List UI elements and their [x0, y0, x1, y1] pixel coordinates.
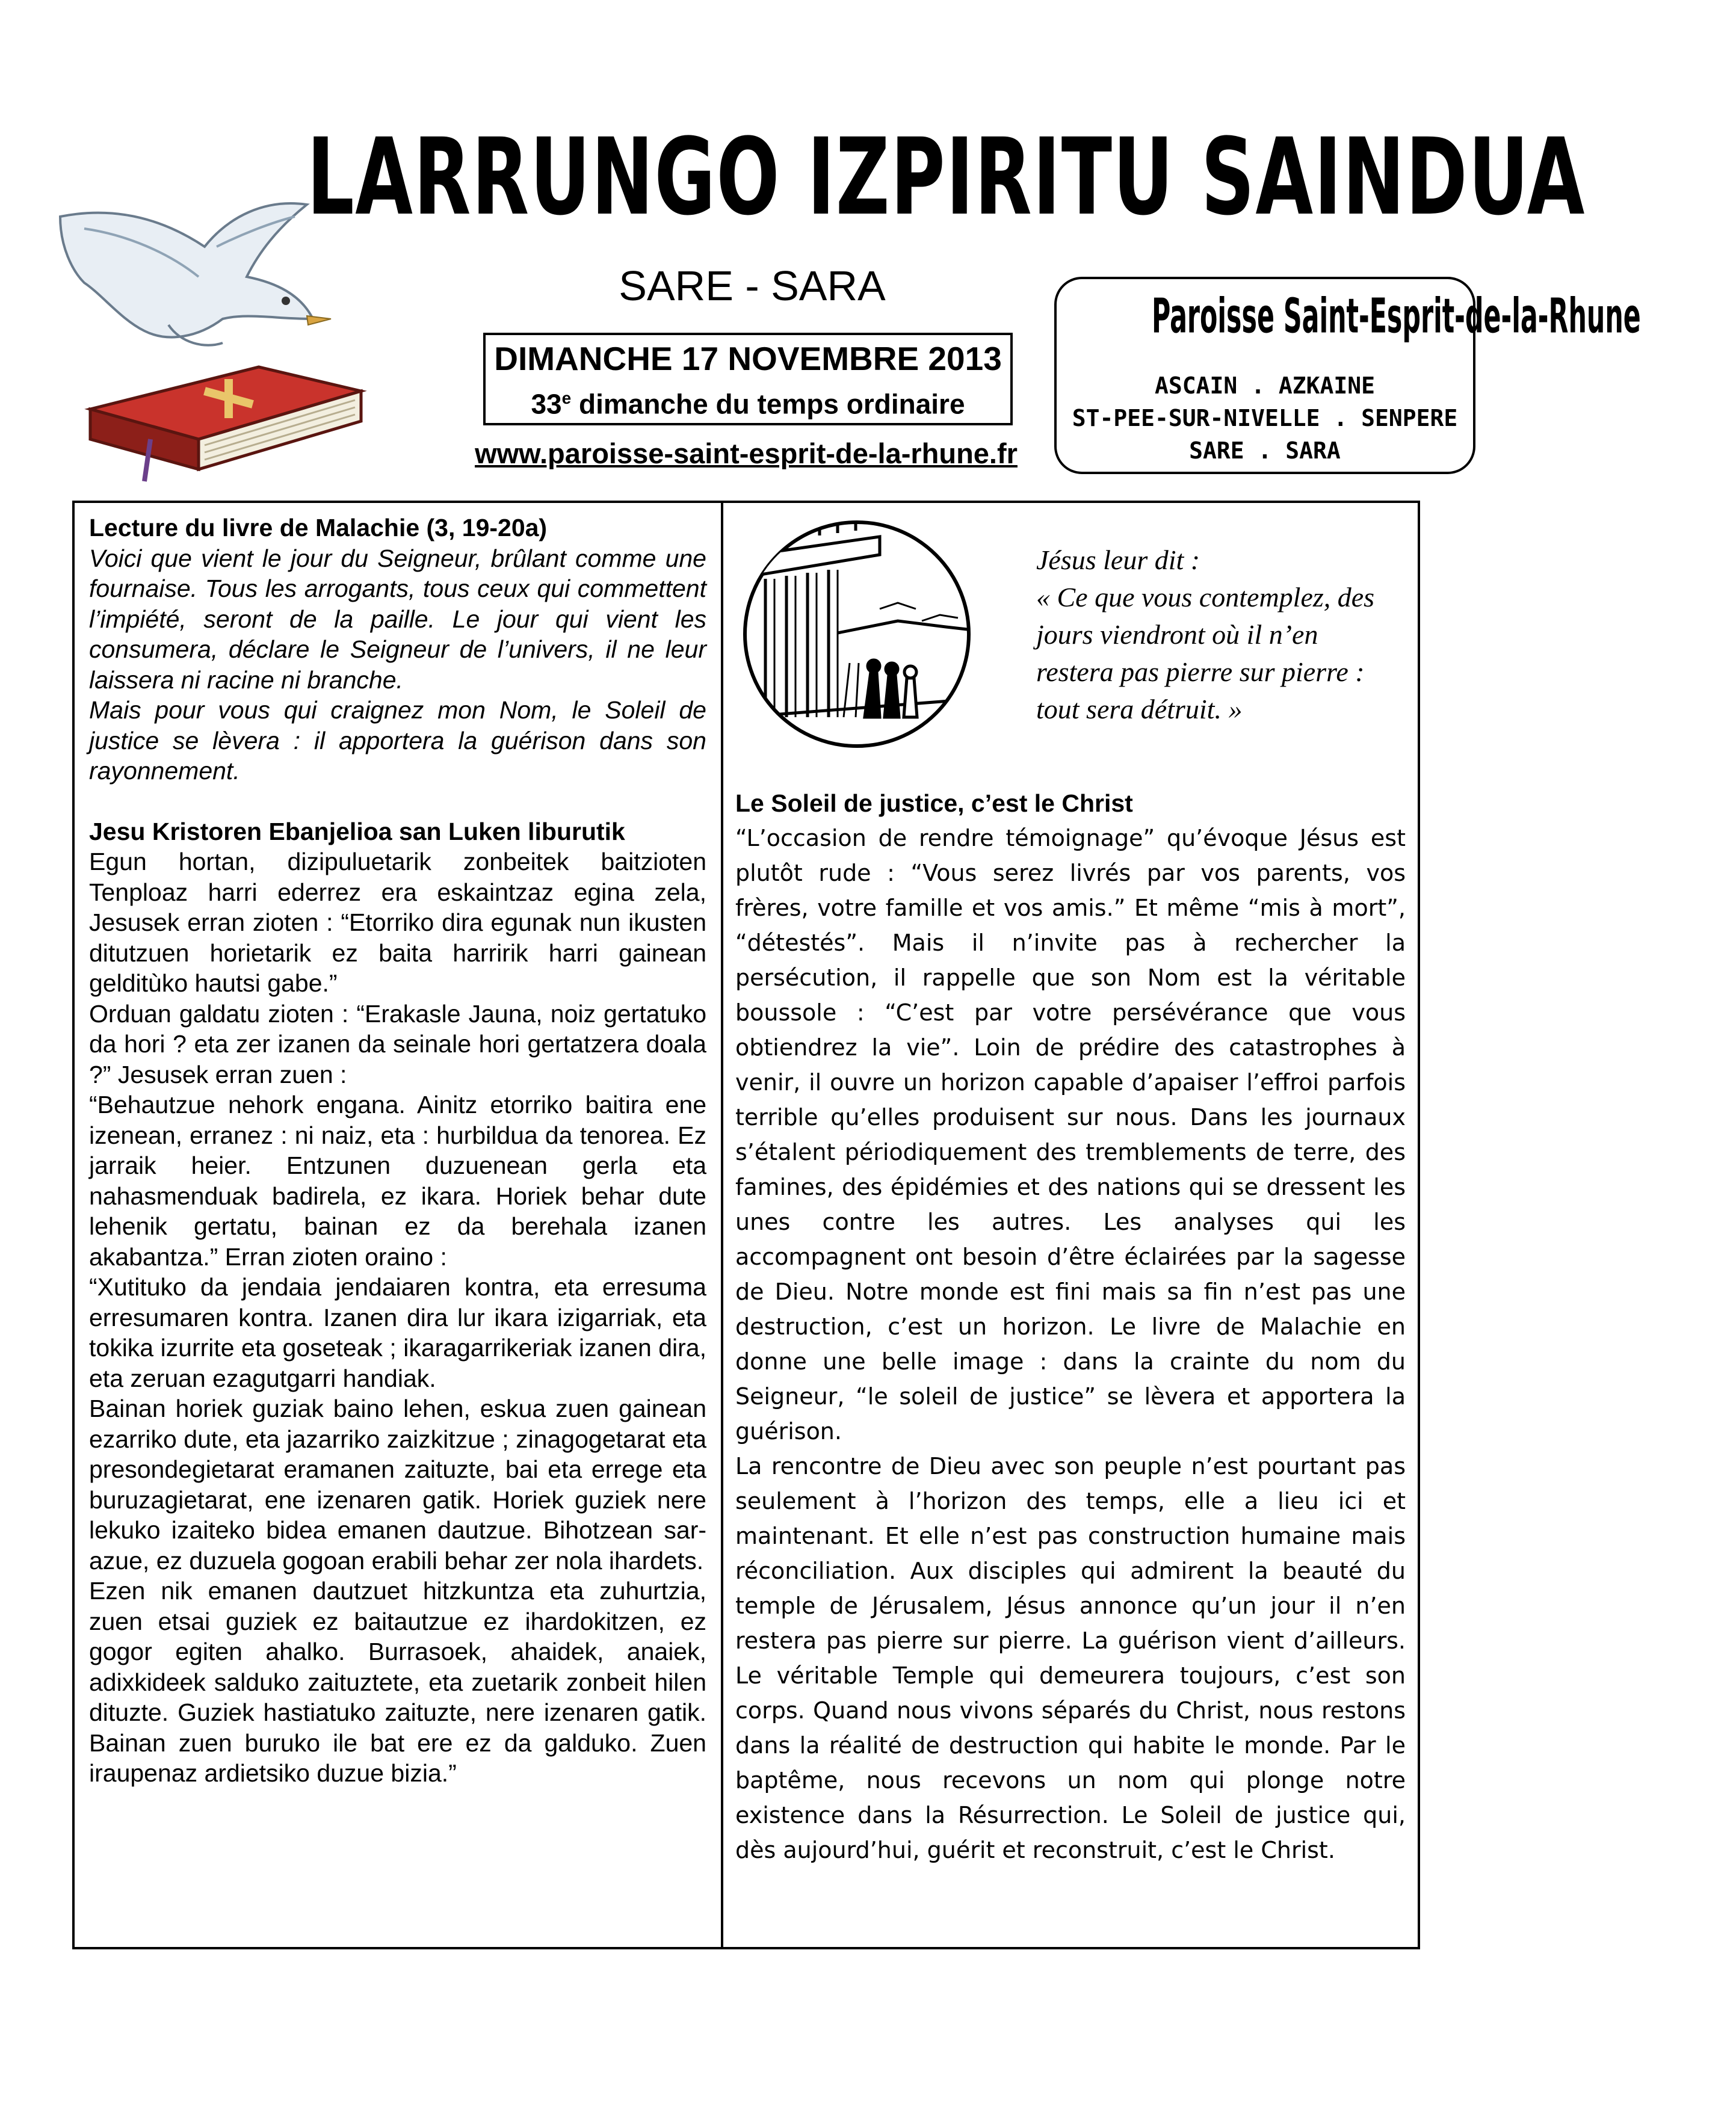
gospel-paragraph: Bainan horiek guziak baino lehen, eskua zuen gainean ezarriko dute, eta jazarriko zaizkitzue ; zinagogetarat eta presondegietarat eramanen zaituzte, bai eta errege eta buruzagietarat, ene izenaren gatik. Horiek guziek nere lekuko izaiteko bidea emanen dautzue. Bihotzean sar-azue, ez duzuela gogoan erabili behar zer nola ihardets.: [89, 1395, 706, 1575]
place-name: SARE - SARA: [619, 262, 886, 309]
commentary-paragraph-1: “L’occasion de rendre témoignage” qu’évoque Jésus est plutôt rude : “Vous serez livrés par vos parents, vos frères, votre famille et vos amis.” Et même “mis à mort”, “détestés”. Mais il n’invite pas à rechercher la persécution, il rappelle que son Nom est la véritable boussole : “C’est par votre persévérance que vous obtiendrez la vie”. Loin de prédire des catastrophes à venir, il ouvre un horizon capable d’apaiser l’effroi parfois terrible qu’elles produisent sur nous. Dans les journaux s’étalent périodiquement des tremblements de terre, des famines, des épidémies et des nations qui se dressent les unes contre les autres. Les analyses qui les accompagnent ont besoin d’être éclairées par la sagesse de Dieu. Notre monde est fini mais sa fin n’est pas une destruction, c’est un horizon. Le livre de Malachie en donne une belle image : dans la crainte du nom du Seigneur, “le soleil de justice” se lèvera et apportera la guérison.: [735, 825, 1406, 1445]
left-column: [89, 513, 706, 1789]
sunday-date: DIMANCHE 17 NOVEMBRE 2013: [494, 340, 1002, 377]
column-divider: [721, 501, 723, 1949]
sunday-ordinal-suffix: e: [561, 389, 572, 407]
reading-title: Lecture du livre de Malachie (3, 19-20a): [89, 514, 548, 541]
masthead-text: LARRUNGO IZPIRITU SAINDUA: [307, 116, 1586, 239]
temple-engraving: [741, 519, 972, 750]
gospel-paragraph: Egun hortan, dizipuluetarik zonbeitek baitzioten Tenploaz harri ederrez era eskaintzaz egina zela, Jesusek erran zioten : “Etorriko dira egunak nun ikusten ditutzuen horietarik ez baita harririk harri gainean gelditùko hautsi gabe.”: [89, 848, 706, 997]
sunday-number: 33: [531, 388, 562, 420]
dove-icon: [60, 203, 331, 345]
gospel-paragraph: Ezen nik emanen dautzuet hitzkuntza eta zuhurtzia, zuen etsai guziek ez baitautzue ez ihardokitzen, ez gogor egiten ahalko. Burrasoek, ahaidek, anaiek, adixkideek salduko zaituztete, eta zuetarik zonbeit hilen dituzte. Guziek hastiatuko zaituzte, nere izenaren gatik. Bainan zuen buruko ile bat ere ez da galduko. Zuen iraupenaz ardietsiko duzue bizia.”: [89, 1577, 706, 1787]
bible-icon: [90, 367, 361, 481]
sunday-label: dimanche du temps ordinaire: [571, 388, 965, 420]
liturgical-sunday: [486, 380, 1010, 422]
gospel-paragraph: “Xutituko da jendaia jendaiaren kontra, eta erresuma erresumaren kontra. Izanen dira lur ikara izigarriak, eta tokika izurrite eta goseteak ; ikaragarrikeriak izanen dira, eta zeruan ezagutgarri handiak.: [89, 1273, 706, 1392]
jesus-quote: [1036, 541, 1397, 728]
quote-text: « Ce que vous contemplez, des jours viendront où il n’en restera pas pierre sur pierre : tout sera détruit. »: [1036, 582, 1375, 724]
town-line-2: ST-PEE-SUR-NIVELLE . SENPERE: [1072, 405, 1458, 431]
gospel-paragraph: “Behautzue nehork engana. Ainitz etorriko baitira ene izenean, erranez : ni naiz, eta : hurbildua da tenorea. Ez jarraik heier. Entzunen duzuenean gerla eta nahasmenduak badirela, ez ikara. Horiek behar dute lehenik gertatu, bainan ez da berehala izanen akabantza.” Erran zioten oraino :: [89, 1091, 706, 1271]
commentary-title: Le Soleil de justice, c’est le Christ: [735, 789, 1133, 817]
masthead-title: [307, 99, 1586, 256]
date-box: [483, 333, 1013, 425]
parish-title: Paroisse Saint-Esprit-de-la-Rhune: [1152, 288, 1641, 344]
town-line-1: ASCAIN . AZKAINE: [1154, 372, 1376, 399]
quote-intro: Jésus leur dit :: [1036, 544, 1200, 575]
reading-paragraph-2: Mais pour vous qui craignez mon Nom, le Soleil de justice se lèvera : il apportera la guérison dans son rayonnement.: [89, 696, 706, 785]
town-line-3: SARE . SARA: [1189, 437, 1341, 464]
website-link[interactable]: www.paroisse-saint-esprit-de-la-rhune.fr: [475, 437, 1018, 469]
commentary-paragraph-2: La rencontre de Dieu avec son peuple n’est pourtant pas seulement à l’horizon des temps, elle a lieu ici et maintenant. Et elle n’est pas construction humaine mais réconciliation. Aux disciples qui admirent la beauté du temple de Jérusalem, Jésus annonce qu’un jour il n’en restera pas pierre sur pierre. La guérison vient d’ailleurs. Le véritable Temple qui demeurera toujours, c’est son corps. Quand nous vivons séparés du Christ, nous restons dans la réalité de destruction qui habite le monde. Par le baptême, nous recevons un nom qui plonge notre existence dans la Résurrection. Le Soleil de justice qui, dès aujourd’hui, guérit et reconstruit, c’est le Christ.: [735, 1453, 1406, 1863]
reading-paragraph-1: Voici que vient le jour du Seigneur, brûlant comme une fournaise. Tous les arrogants, tous ceux qui commettent l’impiété, seront de la paille. Le jour qui vient les consumera, déclare le Seigneur de l’univers, il ne leur laissera ni racine ni branche.: [89, 544, 706, 694]
gospel-paragraph: Orduan galdatu zioten : “Erakasle Jauna, noiz gertatuko da hori ? eta zer izanen da seinale hori gertatzera doala ?” Jesusek erran zuen :: [89, 999, 706, 1088]
gospel-title: Jesu Kristoren Ebanjelioa san Luken liburutik: [89, 817, 625, 845]
right-column: [735, 786, 1406, 1868]
parish-box: [1054, 277, 1641, 474]
